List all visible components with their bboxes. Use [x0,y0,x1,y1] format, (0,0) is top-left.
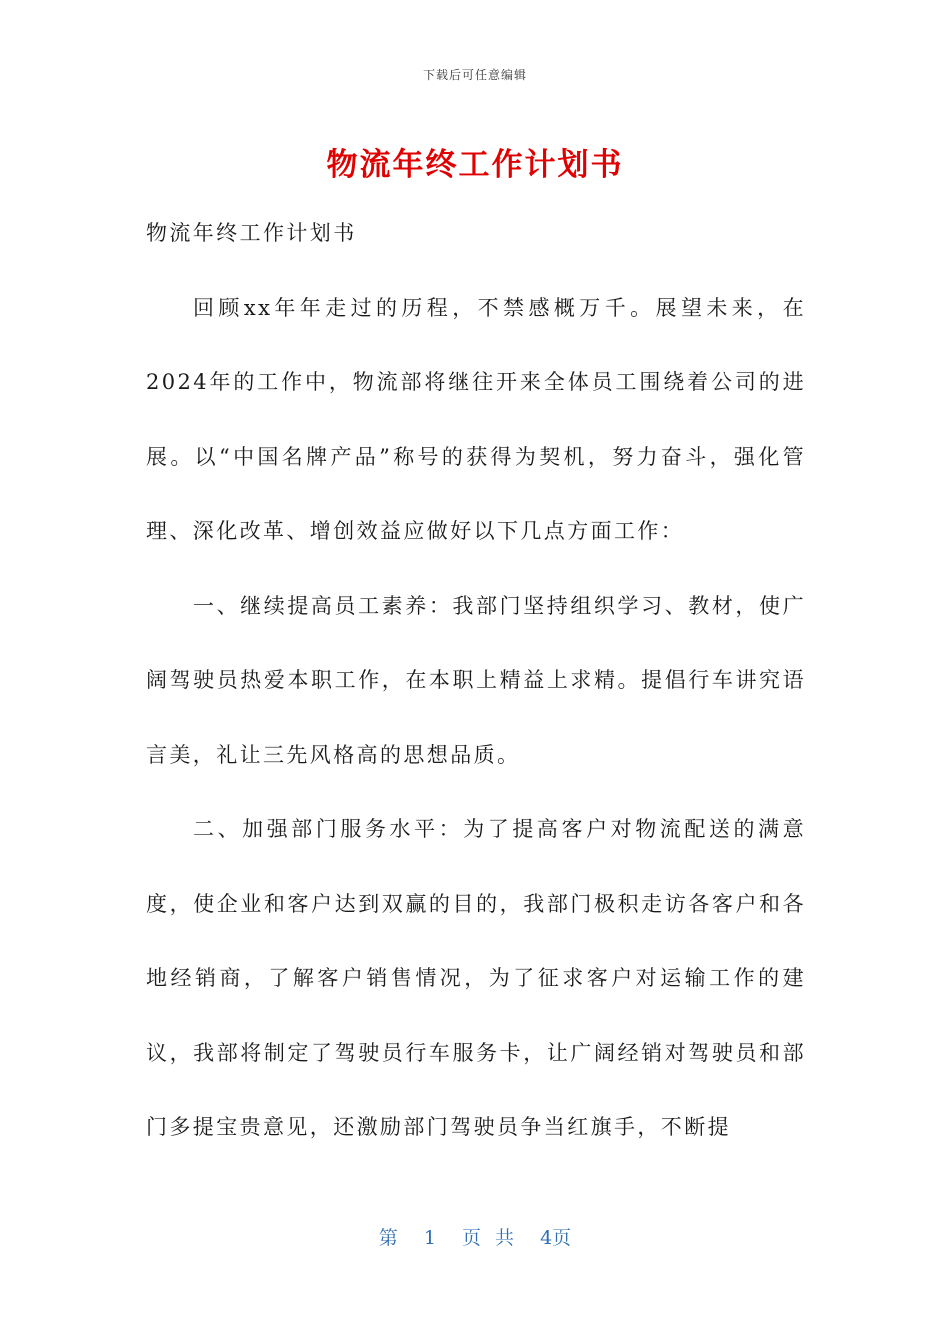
current-page-number: 1 [423,1227,436,1249]
paragraph-section-2: 二、加强部门服务水平：为了提高客户对物流配送的满意度，使企业和客户达到双赢的目的，我部门极积走访各客户和各地经销商，了解客户销售情况，为了征求客户对运输工作的建议，我部将制定了驾驶员行车服务卡，让广阔经销对驾驶员和部门多提宝贵意见，还激励部门驾驶员争当红旗手，不断提 [146,817,806,1139]
paragraph-section-1: 一、继续提高员工素养：我部门坚持组织学习、教材，使广阔驾驶员热爱本职工作，在本职上精益上求精。提倡行车讲究语言美，礼让三先风格高的思想品质。 [146,593,806,767]
page-label-mid: 页 共 [462,1227,515,1249]
page-label-prefix: 第 [378,1227,398,1249]
header-note: 下载后可任意编辑 [422,68,527,82]
paragraph-intro: 回顾xx年年走过的历程，不禁感概万千。展望未来，在2024年的工作中，物流部将继往开来全体员工围绕着公司的进展。以“中国名牌产品”称号的获得为契机，努力奋斗，强化管理、深化改革、增创效益应做好以下几点方面工作： [146,295,806,543]
total-pages: 4页 [540,1227,572,1249]
document-title: 物流年终工作计划书 [326,147,624,183]
document-subtitle: 物流年终工作计划书 [146,221,357,245]
page-number-footer [0,1224,950,1252]
document-body [146,196,806,1165]
